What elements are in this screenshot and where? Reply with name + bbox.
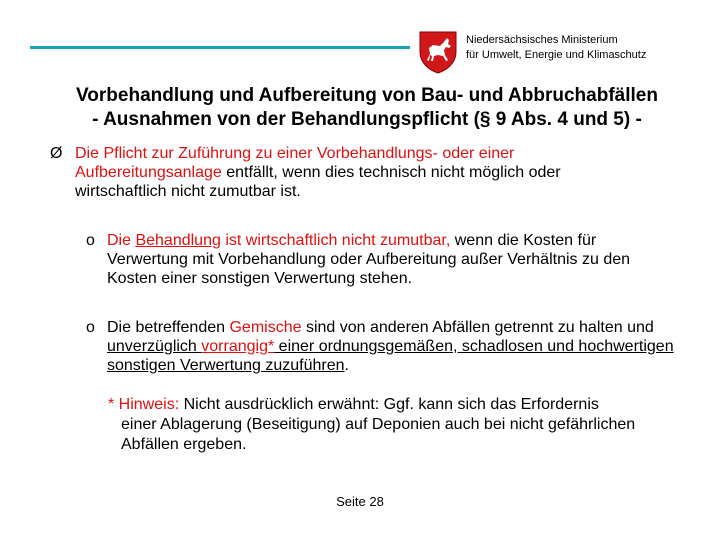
main-bullet bbox=[50, 144, 630, 201]
sub-bullet-cost-highlight-b: Behandlung bbox=[135, 232, 221, 249]
circle-bullet-icon: o bbox=[86, 319, 95, 336]
lower-saxony-horse-crest-icon bbox=[418, 30, 458, 74]
circle-bullet-icon: o bbox=[86, 232, 95, 249]
ministry-line-2: für Umwelt, Energie und Klimaschutz bbox=[466, 49, 647, 61]
page-number: Seite 28 bbox=[336, 494, 384, 509]
main-bullet-text: entfällt, wenn dies technisch nicht möglich oder wirtschaftlich nicht zumutbar ist. bbox=[75, 164, 561, 200]
arrow-bullet-icon: Ø bbox=[50, 145, 63, 162]
sub-bullet-mixtures-text-1: Die betreffenden bbox=[107, 319, 230, 336]
sub-bullet-mixtures-text-2: sind von anderen Abfällen getrennt zu halten und bbox=[301, 319, 654, 336]
main-bullet-highlight: Die Pflicht zur Zuführung zu einer Vorbehandlungs- oder einer Aufbereitungsanlage bbox=[75, 145, 515, 181]
ministry-line-1: Niedersächsisches Ministerium bbox=[466, 34, 618, 46]
hint-text-rest: einer Ablagerung (Beseitigung) auf Deponien auch bei nicht gefährlichen Abfällen ergeben. bbox=[121, 416, 636, 453]
sub-bullet-mixtures-underline-1: unverzüglich bbox=[107, 338, 202, 355]
title-line-1: Vorbehandlung und Aufbereitung von Bau- und Abbruchabfällen bbox=[76, 85, 658, 106]
header-accent-line bbox=[30, 46, 410, 49]
hint-note bbox=[108, 395, 678, 455]
sub-bullet-cost-text: wenn die Kosten für Verwertung mit Vorbehandlung oder Aufbereitung außer Verhältnis zu den Kosten einer sonstigen Verwertung stehen. bbox=[107, 232, 631, 287]
ministry-name bbox=[466, 33, 646, 63]
sub-bullet-mixtures-underline-2: einer ordnungsgemäßen, schadlosen und hochwertigen sonstigen Verwertung zuzuführen bbox=[107, 338, 674, 374]
sub-bullet-mixtures-text-3: . bbox=[344, 357, 349, 374]
sub-bullet-cost bbox=[86, 231, 676, 288]
title-line-2: - Ausnahmen von der Behandlungspflicht (§ 9 Abs. 4 und 5) - bbox=[92, 109, 642, 130]
hint-label: * Hinweis: bbox=[108, 396, 180, 413]
sub-bullet-mixtures-priority: vorrangig* bbox=[201, 338, 275, 355]
sub-bullet-mixtures-highlight: Gemische bbox=[229, 319, 302, 336]
page-title bbox=[20, 84, 714, 132]
sub-bullet-cost-highlight-c: ist wirtschaftlich nicht zumutbar, bbox=[220, 232, 451, 249]
sub-bullet-mixtures bbox=[86, 318, 676, 375]
hint-text-line-1: Nicht ausdrücklich erwähnt: Ggf. kann sich das Erfordernis bbox=[179, 396, 599, 413]
sub-bullet-cost-highlight-a: Die bbox=[107, 232, 136, 249]
